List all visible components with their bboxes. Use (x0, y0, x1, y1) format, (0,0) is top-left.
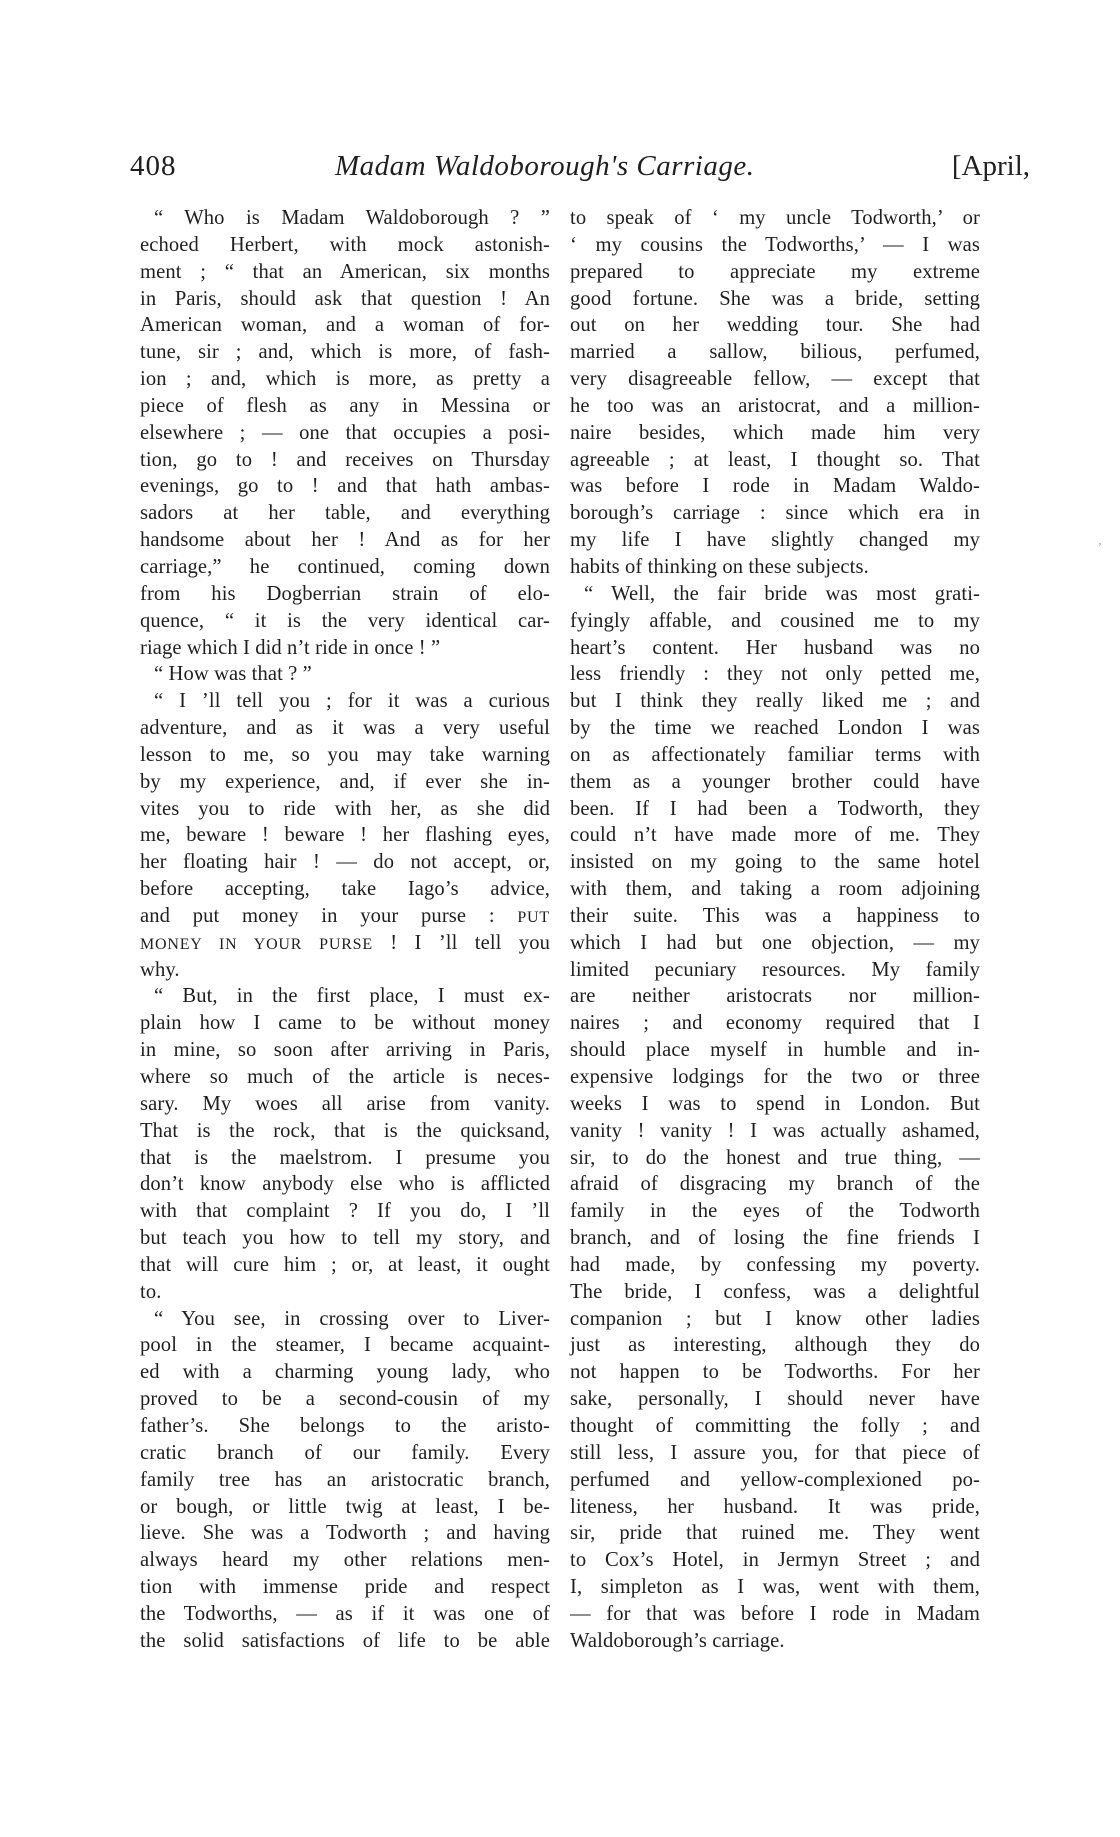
left-column-line: pool in the steamer, I became acquaint- (140, 1334, 550, 1357)
left-column-line: the Todworths, — as if it was one of (140, 1602, 550, 1625)
left-column-line: tion, go to ! and receives on Thursday (140, 448, 550, 471)
left-column-line: that is the maelstrom. I presume you (140, 1146, 550, 1169)
right-column-line: their suite. This was a happiness to (570, 904, 980, 927)
page-number: 408 (130, 150, 177, 182)
right-column-line: sir, pride that ruined me. They went (570, 1522, 980, 1545)
right-column-line: vanity ! vanity ! I was actually ashamed, (570, 1119, 980, 1142)
right-column-line: expensive lodgings for the two or three (570, 1066, 980, 1088)
right-column-line: prepared to appreciate my extreme (570, 260, 980, 283)
margin-speck: ʼ (1098, 540, 1102, 554)
left-column-line: echoed Herbert, with mock astonish- (140, 233, 550, 256)
right-column-line: Waldoborough’s carriage. (570, 1629, 785, 1652)
right-column-line: heart’s content. Her husband was no (570, 636, 980, 659)
left-column-line: why. (140, 958, 180, 981)
left-column-line: “ But, in the first place, I must ex- (154, 985, 550, 1008)
left-column-line: ment ; “ that an American, six months (140, 260, 550, 283)
left-column-line: elsewhere ; — one that occupies a posi- (140, 421, 550, 444)
left-column-line: That is the rock, that is the quicksand, (140, 1119, 550, 1142)
right-column-line: thought of committing the folly ; and (570, 1414, 980, 1437)
left-column-line: adventure, and as it was a very useful (140, 717, 550, 740)
right-column-line: afraid of disgracing my branch of the (570, 1173, 980, 1196)
right-column-line: been. If I had been a Todworth, they (570, 797, 980, 820)
left-column-line: where so much of the article is neces- (140, 1066, 550, 1088)
left-column-line: MONEY IN YOUR PURSE ! I ’ll tell you (140, 931, 550, 954)
right-column-line: but I think they really liked me ; and (570, 690, 980, 713)
left-column-line: don’t know anybody else who is afflicted (140, 1173, 550, 1196)
right-column-line: sake, personally, I should never have (570, 1388, 980, 1411)
right-column-line: to Cox’s Hotel, in Jermyn Street ; and (570, 1549, 980, 1572)
right-text-column (570, 205, 980, 1655)
right-column-line: insisted on my going to the same hotel (570, 851, 980, 874)
right-column-line: could n’t have made more of me. They (570, 824, 980, 847)
right-column-line: ‘ my cousins the Todworths,’ — I was (570, 233, 980, 256)
right-column-line: good fortune. She was a bride, setting (570, 287, 980, 310)
right-column-line: with them, and taking a room adjoining (570, 878, 980, 901)
left-column-line: by my experience, and, if ever she in- (140, 770, 550, 793)
left-column-line: cratic branch of our family. Every (140, 1441, 550, 1464)
left-column-line: that will cure him ; or, at least, it ought (140, 1253, 550, 1276)
left-column-line: father’s. She belongs to the aristo- (140, 1414, 550, 1437)
running-title: Madam Waldoborough's Carriage. (335, 150, 755, 182)
left-column-line: me, beware ! beware ! her flashing eyes, (140, 824, 550, 847)
right-column-line: weeks I was to spend in London. But (570, 1092, 980, 1115)
right-column-line: are neither aristocrats nor million- (570, 985, 980, 1008)
right-column-line: still less, I assure you, for that piece of (570, 1441, 980, 1464)
left-column-line: lieve. She was a Todworth ; and having (140, 1522, 550, 1545)
left-column-line: ed with a charming young lady, who (140, 1361, 550, 1384)
right-column-line: was before I rode in Madam Waldo- (570, 475, 980, 498)
left-column-line: piece of flesh as any in Messina or (140, 394, 550, 417)
right-column-line: habits of thinking on these subjects. (570, 555, 869, 578)
right-column-line: them as a younger brother could have (570, 770, 980, 793)
left-column-line: sadors at her table, and everything (140, 502, 550, 525)
left-column-line: but teach you how to tell my story, and (140, 1227, 550, 1250)
left-column-line: and put money in your purse : PUT (140, 904, 550, 927)
left-column-line: “ You see, in crossing over to Liver- (154, 1307, 550, 1330)
left-column-line: handsome about her ! And as for her (140, 529, 550, 552)
left-column-line: her floating hair ! — do not accept, or, (140, 851, 550, 874)
right-column-line: not happen to be Todworths. For her (570, 1361, 980, 1384)
right-column-line: liteness, her husband. It was pride, (570, 1495, 980, 1518)
right-column-line: naires ; and economy required that I (570, 1012, 980, 1035)
right-column-line: should place myself in humble and in- (570, 1039, 980, 1062)
right-column-line: less friendly : they not only petted me, (570, 663, 980, 686)
right-column-line: limited pecuniary resources. My family (570, 958, 980, 981)
left-column-line: in Paris, should ask that question ! An (140, 287, 550, 310)
right-column-line: “ Well, the fair bride was most grati- (584, 582, 980, 605)
left-column-line: tion with immense pride and respect (140, 1576, 550, 1599)
right-column-line: married a sallow, bilious, perfumed, (570, 341, 980, 364)
right-column-line: naire besides, which made him very (570, 421, 980, 444)
left-column-line: riage which I did n’t ride in once ! ” (140, 636, 441, 659)
right-column-line: perfumed and yellow-complexioned po- (570, 1468, 980, 1491)
left-column-line: family tree has an aristocratic branch, (140, 1468, 550, 1491)
right-column-line: The bride, I confess, was a delightful (570, 1280, 980, 1303)
right-column-line: out on her wedding tour. She had (570, 314, 980, 337)
left-column-line: sary. My woes all arise from vanity. (140, 1092, 550, 1115)
left-column-line: to. (140, 1280, 162, 1303)
left-column-line: always heard my other relations men- (140, 1549, 550, 1572)
right-column-line: sir, to do the honest and true thing, — (570, 1146, 980, 1169)
left-column-line: in mine, so soon after arriving in Paris, (140, 1039, 550, 1062)
left-column-line: or bough, or little twig at least, I be- (140, 1495, 550, 1518)
left-column-line: lesson to me, so you may take warning (140, 743, 550, 766)
left-column-line: plain how I came to be without money (140, 1012, 550, 1035)
right-column-line: borough’s carriage : since which era in (570, 502, 980, 525)
left-column-line: the solid satisfactions of life to be able (140, 1629, 550, 1652)
right-column-line: very disagreeable fellow, — except that (570, 368, 980, 391)
running-head (130, 150, 1030, 190)
right-column-line: he too was an aristocrat, and a million- (570, 394, 980, 417)
left-column-line: vites you to ride with her, as she did (140, 797, 550, 820)
right-column-line: had made, by confessing my poverty. (570, 1253, 980, 1276)
left-column-line: carriage,” he continued, coming down (140, 555, 550, 578)
left-column-line: “ Who is Madam Waldoborough ? ” (154, 207, 550, 229)
left-column-line: “ How was that ? ” (154, 663, 312, 686)
left-text-column (140, 205, 550, 1655)
right-column-line: branch, and of losing the fine friends I (570, 1227, 980, 1250)
right-column-line: I, simpleton as I was, went with them, (570, 1576, 980, 1599)
right-column-line: companion ; but I know other ladies (570, 1307, 980, 1330)
left-column-line: “ I ’ll tell you ; for it was a curious (154, 690, 550, 713)
left-column-line: American woman, and a woman of for- (140, 314, 550, 337)
running-month: [April, (951, 150, 1030, 182)
left-column-line: from his Dogberrian strain of elo- (140, 582, 550, 605)
left-column-line: ion ; and, which is more, as pretty a (140, 368, 550, 391)
left-column-line: evenings, go to ! and that hath ambas- (140, 475, 550, 498)
right-column-line: to speak of ‘ my uncle Todworth,’ or (570, 207, 980, 229)
right-column-line: by the time we reached London I was (570, 717, 980, 740)
right-column-line: fyingly affable, and cousined me to my (570, 609, 980, 632)
left-column-line: quence, “ it is the very identical car- (140, 609, 550, 632)
left-column-line: tune, sir ; and, which is more, of fash- (140, 341, 550, 364)
right-column-line: just as interesting, although they do (570, 1334, 980, 1357)
left-column-line: proved to be a second-cousin of my (140, 1388, 550, 1411)
right-column-line: — for that was before I rode in Madam (570, 1602, 980, 1625)
right-column-line: family in the eyes of the Todworth (570, 1200, 980, 1223)
left-column-line: with that complaint ? If you do, I ’ll (140, 1200, 550, 1223)
right-column-line: agreeable ; at least, I thought so. That (570, 448, 980, 471)
right-column-line: my life I have slightly changed my (570, 529, 980, 552)
right-column-line: which I had but one objection, — my (570, 931, 980, 954)
right-column-line: on as affectionately familiar terms with (570, 743, 980, 766)
left-column-line: before accepting, take Iago’s advice, (140, 878, 550, 901)
